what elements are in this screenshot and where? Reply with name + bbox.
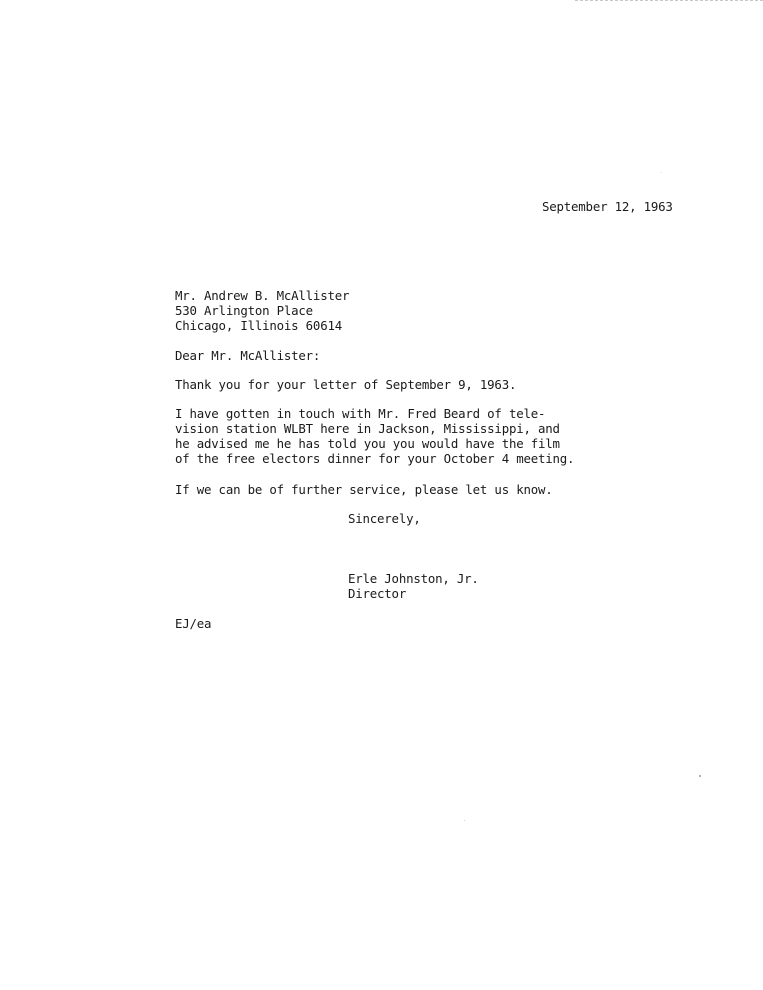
scan-speck [464,820,465,821]
scan-speck [661,172,662,173]
paragraph-2-line-3: he advised me he has told you you would have the film [175,436,560,451]
signer-title: Director [348,586,407,601]
reference-initials: EJ/ea [175,616,212,631]
complimentary-close: Sincerely, [348,511,421,526]
paragraph-2-line-1: I have gotten in touch with Mr. Fred Beard of tele- [175,406,546,421]
recipient-city: Chicago, Illinois 60614 [175,318,342,333]
recipient-street: 530 Arlington Place [175,303,313,318]
salutation: Dear Mr. McAllister: [175,348,321,363]
paragraph-2-line-2: vision station WLBT here in Jackson, Mississippi, and [175,421,560,436]
scan-speck [699,775,701,777]
letter-date: September 12, 1963 [542,199,673,214]
signer-name: Erle Johnston, Jr. [348,571,479,586]
recipient-name: Mr. Andrew B. McAllister [175,288,350,303]
paragraph-1-line-1: Thank you for your letter of September 9, 1963. [175,377,517,392]
scan-edge-mark [575,0,763,1]
paragraph-3-line-1: If we can be of further service, please let us know. [175,482,553,497]
paragraph-2-line-4: of the free electors dinner for your October 4 meeting. [175,451,575,466]
